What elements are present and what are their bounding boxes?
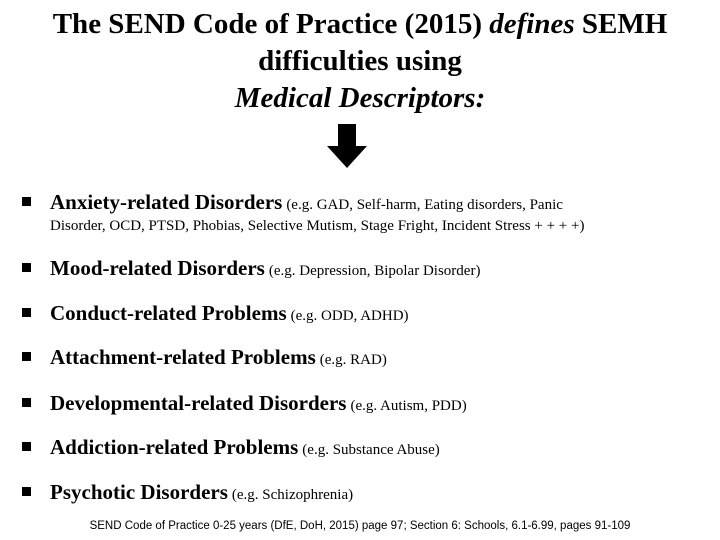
- title-line-1-suffix: SEMH: [581, 8, 668, 40]
- item-examples-continued: Disorder, OCD, PTSD, Phobias, Selective Mutism, Stage Fright, Incident Stress + + + +): [50, 218, 585, 234]
- list-item-line: [50, 301, 409, 326]
- item-heading: Psychotic Disorders: [50, 480, 228, 504]
- item-heading: Attachment-related Problems: [50, 345, 316, 369]
- down-arrow-icon: [327, 124, 367, 168]
- square-bullet-icon: [22, 398, 31, 407]
- item-examples: (e.g. Autism, PDD): [350, 398, 467, 414]
- square-bullet-icon: [22, 442, 31, 451]
- square-bullet-icon: [22, 197, 31, 206]
- list-item-line: [50, 345, 387, 370]
- item-examples: (e.g. Substance Abuse): [302, 442, 440, 458]
- square-bullet-icon: [22, 263, 31, 272]
- list-item-line: [50, 435, 440, 460]
- item-heading: Anxiety-related Disorders: [50, 190, 283, 214]
- item-heading: Addiction-related Problems: [50, 435, 299, 459]
- square-bullet-icon: [22, 487, 31, 496]
- square-bullet-icon: [22, 308, 31, 317]
- slide-title: [0, 6, 720, 117]
- square-bullet-icon: [22, 352, 31, 361]
- title-line-3-italic: Medical Descriptors:: [234, 82, 486, 114]
- title-line-1-italic: defines: [489, 8, 575, 40]
- list-item-line: [50, 391, 467, 416]
- item-examples: (e.g. ODD, ADHD): [290, 308, 409, 324]
- list-item-line: [50, 480, 353, 505]
- item-examples: (e.g. GAD, Self-harm, Eating disorders, Panic: [286, 197, 563, 213]
- list-item-line: [50, 190, 563, 215]
- item-examples: (e.g. Schizophrenia): [231, 487, 354, 503]
- title-line-1: [0, 6, 720, 43]
- item-heading: Conduct-related Problems: [50, 301, 287, 325]
- source-citation: SEND Code of Practice 0-25 years (DfE, DoH, 2015) page 97; Section 6: Schools, 6.1-6.99, pages 91-109: [89, 520, 631, 532]
- item-examples: (e.g. Depression, Bipolar Disorder): [268, 263, 481, 279]
- item-heading: Mood-related Disorders: [50, 256, 265, 280]
- title-line-1-prefix: The SEND Code of Practice (2015): [52, 8, 482, 40]
- item-heading: Developmental-related Disorders: [50, 391, 347, 415]
- title-line-3: [0, 80, 720, 117]
- list-item-line: [50, 256, 480, 281]
- item-examples: (e.g. RAD): [319, 352, 387, 368]
- title-line-2: difficulties using: [258, 45, 462, 77]
